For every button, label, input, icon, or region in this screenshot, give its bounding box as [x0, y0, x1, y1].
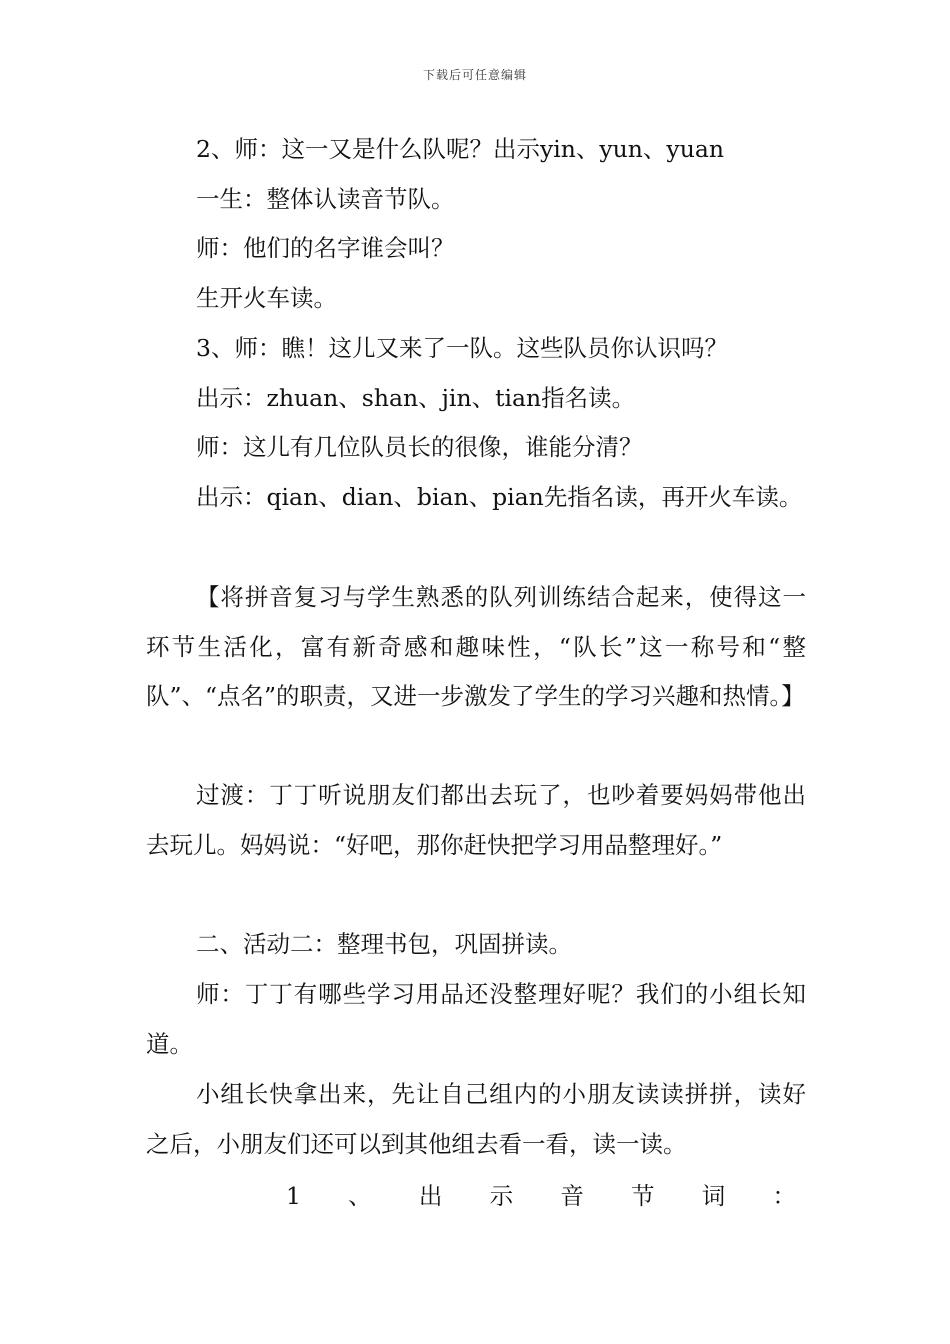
paragraph-5: 3、师：瞧！这儿又来了一队。这些队员你认识吗？ [196, 334, 728, 362]
paragraph-11: 二、活动二：整理书包，巩固拼读。 [196, 930, 572, 958]
paragraph-1: 2、师：这一又是什么队呢？出示yin、yun、yuan [196, 135, 724, 163]
paragraph-8: 出示：qian、dian、bian、pian先指名读，再开火车读。 [196, 483, 803, 511]
paragraph-2: 一生：整体认读音节队。 [196, 185, 455, 213]
paragraph-6: 出示：zhuan、shan、jin、tian指名读。 [196, 384, 636, 412]
spaced-char: ： [772, 1182, 796, 1210]
paragraph-13: 小组长快拿出来，先让自己组内的小朋友读读拼拼，读好之后，小朋友们还可以到其他组去看一看，读一读。 [146, 1080, 806, 1158]
paragraph-10: 过渡：丁丁听说朋友们都出去玩了，也吵着要妈妈带他出去玩儿。妈妈说：“好吧，那你赶快把学习用品整理好。” [146, 781, 806, 859]
spaced-heading-line [286, 1172, 796, 1222]
spaced-char: 节 [631, 1182, 655, 1210]
paragraph-12: 师：丁丁有哪些学习用品还没整理好呢？我们的小组长知道。 [146, 980, 806, 1058]
spaced-char: 1 [286, 1182, 301, 1210]
spaced-char: 词 [701, 1182, 726, 1210]
spaced-char: 、 [348, 1182, 372, 1210]
paragraph-7: 师：这儿有几位队员长的很像，谁能分清？ [196, 433, 643, 461]
spaced-char: 示 [489, 1182, 514, 1210]
page-header: 下载后可任意编辑 [422, 68, 527, 82]
paragraph-4: 生开火车读。 [196, 284, 337, 312]
spaced-char: 出 [418, 1182, 443, 1210]
spaced-char: 音 [560, 1182, 584, 1210]
paragraph-3: 师：他们的名字谁会叫？ [196, 234, 455, 262]
paragraph-9: 【将拼音复习与学生熟悉的队列训练结合起来，使得这一环节生活化，富有新奇感和趣味性，“队长”这一称号和“整队”、“点名”的职责，又进一步激发了学生的学习兴趣和热情。】 [146, 583, 806, 710]
